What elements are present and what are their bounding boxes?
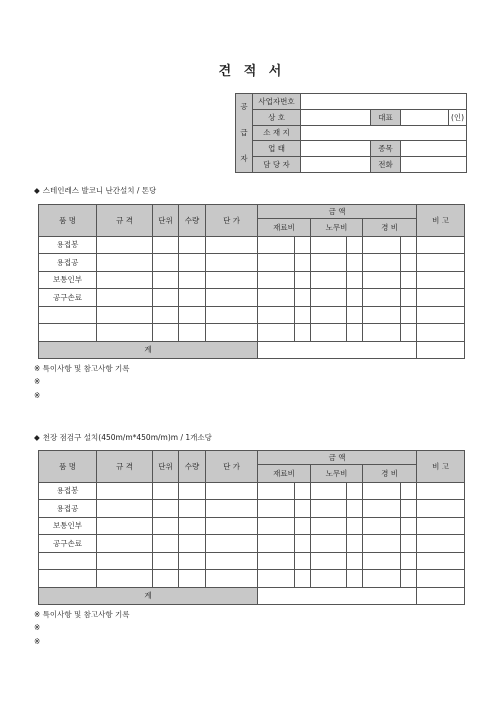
material-cell[interactable] bbox=[258, 500, 295, 518]
material-cell[interactable] bbox=[258, 552, 295, 570]
unit-cell[interactable] bbox=[153, 306, 179, 324]
labor-sub-cell[interactable] bbox=[347, 552, 363, 570]
estimate-table bbox=[38, 450, 465, 605]
header-remarks: 비 고 bbox=[417, 451, 465, 483]
unit-cell[interactable] bbox=[153, 271, 179, 289]
header-expense: 경 비 bbox=[363, 219, 417, 237]
section-title bbox=[34, 185, 156, 196]
qty-cell[interactable] bbox=[179, 500, 206, 518]
total-remarks-cell[interactable] bbox=[417, 587, 465, 605]
material-sub-cell[interactable] bbox=[295, 517, 311, 535]
labor-cell[interactable] bbox=[311, 500, 347, 518]
material-sub-cell[interactable] bbox=[295, 500, 311, 518]
material-sub-cell[interactable] bbox=[295, 482, 311, 500]
expense-cell[interactable] bbox=[363, 552, 401, 570]
price-cell[interactable] bbox=[206, 500, 258, 518]
header-expense: 경 비 bbox=[363, 465, 417, 483]
unit-cell[interactable] bbox=[153, 482, 179, 500]
labor-cell[interactable] bbox=[311, 552, 347, 570]
unit-cell[interactable] bbox=[153, 517, 179, 535]
expense-cell[interactable] bbox=[363, 306, 401, 324]
material-sub-cell[interactable] bbox=[295, 570, 311, 588]
expense-sub-cell[interactable] bbox=[401, 570, 417, 588]
material-cell[interactable] bbox=[258, 289, 295, 307]
labor-cell[interactable] bbox=[311, 306, 347, 324]
supplier-table bbox=[235, 93, 467, 173]
expense-cell[interactable] bbox=[363, 482, 401, 500]
unit-cell[interactable] bbox=[153, 324, 179, 342]
remarks-cell[interactable] bbox=[417, 552, 465, 570]
spec-cell[interactable] bbox=[97, 570, 153, 588]
item-name: 용접봉 bbox=[39, 236, 97, 254]
material-sub-cell[interactable] bbox=[295, 271, 311, 289]
qty-cell[interactable] bbox=[179, 552, 206, 570]
spec-cell[interactable] bbox=[97, 324, 153, 342]
address-field[interactable] bbox=[301, 125, 467, 141]
item-name: 용접공 bbox=[39, 254, 97, 272]
header-labor: 노무비 bbox=[311, 465, 363, 483]
expense-cell[interactable] bbox=[363, 271, 401, 289]
item-name bbox=[39, 324, 97, 342]
spec-cell[interactable] bbox=[97, 254, 153, 272]
label-business-no: 사업자번호 bbox=[253, 94, 301, 110]
note-line: ※ bbox=[34, 637, 41, 646]
material-cell[interactable] bbox=[258, 306, 295, 324]
supplier-side-char: 공 bbox=[240, 102, 248, 111]
remarks-cell[interactable] bbox=[417, 482, 465, 500]
unit-cell[interactable] bbox=[153, 552, 179, 570]
expense-sub-cell[interactable] bbox=[401, 236, 417, 254]
expense-sub-cell[interactable] bbox=[401, 552, 417, 570]
labor-cell[interactable] bbox=[311, 482, 347, 500]
diamond-icon: ◆ bbox=[34, 433, 40, 442]
table-row bbox=[39, 236, 465, 254]
table-row bbox=[39, 289, 465, 307]
expense-sub-cell[interactable] bbox=[401, 482, 417, 500]
labor-sub-cell[interactable] bbox=[347, 236, 363, 254]
table-row bbox=[39, 552, 465, 570]
material-sub-cell[interactable] bbox=[295, 236, 311, 254]
qty-cell[interactable] bbox=[179, 289, 206, 307]
label-representative: 대표 bbox=[371, 109, 401, 125]
spec-cell[interactable] bbox=[97, 535, 153, 553]
total-label: 계 bbox=[39, 341, 258, 359]
header-item: 품 명 bbox=[39, 451, 97, 483]
labor-sub-cell[interactable] bbox=[347, 482, 363, 500]
header-amount: 금 액 bbox=[258, 451, 417, 465]
price-cell[interactable] bbox=[206, 289, 258, 307]
labor-cell[interactable] bbox=[311, 324, 347, 342]
price-cell[interactable] bbox=[206, 236, 258, 254]
remarks-cell[interactable] bbox=[417, 324, 465, 342]
header-item: 품 명 bbox=[39, 205, 97, 237]
labor-sub-cell[interactable] bbox=[347, 289, 363, 307]
table-row bbox=[39, 535, 465, 553]
labor-cell[interactable] bbox=[311, 570, 347, 588]
remarks-cell[interactable] bbox=[417, 306, 465, 324]
expense-sub-cell[interactable] bbox=[401, 500, 417, 518]
table-row bbox=[39, 482, 465, 500]
labor-sub-cell[interactable] bbox=[347, 254, 363, 272]
price-cell[interactable] bbox=[206, 324, 258, 342]
item-name: 용접봉 bbox=[39, 482, 97, 500]
manager-field[interactable] bbox=[301, 157, 371, 173]
diamond-icon: ◆ bbox=[34, 186, 40, 195]
table-row bbox=[39, 500, 465, 518]
price-cell[interactable] bbox=[206, 254, 258, 272]
material-cell[interactable] bbox=[258, 570, 295, 588]
material-sub-cell[interactable] bbox=[295, 306, 311, 324]
qty-cell[interactable] bbox=[179, 306, 206, 324]
expense-sub-cell[interactable] bbox=[401, 324, 417, 342]
business-no-field[interactable] bbox=[301, 94, 467, 110]
supplier-side-char: 급 bbox=[240, 128, 248, 137]
material-sub-cell[interactable] bbox=[295, 552, 311, 570]
material-cell[interactable] bbox=[258, 254, 295, 272]
labor-sub-cell[interactable] bbox=[347, 306, 363, 324]
qty-cell[interactable] bbox=[179, 271, 206, 289]
item-name bbox=[39, 570, 97, 588]
note-line: ※ 특이사항 및 참고사항 기록 bbox=[34, 364, 130, 373]
expense-sub-cell[interactable] bbox=[401, 517, 417, 535]
labor-sub-cell[interactable] bbox=[347, 570, 363, 588]
supplier-side-label bbox=[236, 94, 253, 173]
price-cell[interactable] bbox=[206, 306, 258, 324]
labor-cell[interactable] bbox=[311, 236, 347, 254]
expense-sub-cell[interactable] bbox=[401, 271, 417, 289]
representative-field[interactable] bbox=[401, 109, 449, 125]
labor-cell[interactable] bbox=[311, 517, 347, 535]
item-name: 공구손료 bbox=[39, 535, 97, 553]
unit-cell[interactable] bbox=[153, 570, 179, 588]
item-name: 보통인부 bbox=[39, 517, 97, 535]
header-price: 단 가 bbox=[206, 451, 258, 483]
business-type-field[interactable] bbox=[301, 141, 371, 157]
material-cell[interactable] bbox=[258, 236, 295, 254]
note-line: ※ bbox=[34, 377, 41, 386]
qty-cell[interactable] bbox=[179, 236, 206, 254]
item-name: 보통인부 bbox=[39, 271, 97, 289]
remarks-cell[interactable] bbox=[417, 535, 465, 553]
remarks-cell[interactable] bbox=[417, 271, 465, 289]
header-spec: 규 격 bbox=[97, 451, 153, 483]
spec-cell[interactable] bbox=[97, 517, 153, 535]
unit-cell[interactable] bbox=[153, 254, 179, 272]
price-cell[interactable] bbox=[206, 570, 258, 588]
spec-cell[interactable] bbox=[97, 236, 153, 254]
label-manager: 담 당 자 bbox=[253, 157, 301, 173]
qty-cell[interactable] bbox=[179, 482, 206, 500]
total-amount-cell[interactable] bbox=[258, 587, 417, 605]
expense-cell[interactable] bbox=[363, 236, 401, 254]
labor-sub-cell[interactable] bbox=[347, 324, 363, 342]
expense-cell[interactable] bbox=[363, 324, 401, 342]
total-row bbox=[39, 587, 465, 605]
table-row bbox=[39, 570, 465, 588]
price-cell[interactable] bbox=[206, 517, 258, 535]
document-title: 견 적 서 bbox=[218, 64, 286, 79]
material-cell[interactable] bbox=[258, 271, 295, 289]
remarks-cell[interactable] bbox=[417, 236, 465, 254]
header-spec: 규 격 bbox=[97, 205, 153, 237]
expense-cell[interactable] bbox=[363, 500, 401, 518]
table-row bbox=[39, 306, 465, 324]
label-category: 종목 bbox=[371, 141, 401, 157]
expense-cell[interactable] bbox=[363, 535, 401, 553]
spec-cell[interactable] bbox=[97, 271, 153, 289]
header-material: 재료비 bbox=[258, 219, 311, 237]
material-cell[interactable] bbox=[258, 482, 295, 500]
spec-cell[interactable] bbox=[97, 306, 153, 324]
unit-cell[interactable] bbox=[153, 236, 179, 254]
spec-cell[interactable] bbox=[97, 289, 153, 307]
remarks-cell[interactable] bbox=[417, 289, 465, 307]
header-remarks: 비 고 bbox=[417, 205, 465, 237]
price-cell[interactable] bbox=[206, 482, 258, 500]
item-name bbox=[39, 306, 97, 324]
table-row bbox=[39, 324, 465, 342]
header-qty: 수량 bbox=[179, 205, 206, 237]
labor-cell[interactable] bbox=[311, 535, 347, 553]
price-cell[interactable] bbox=[206, 552, 258, 570]
estimate-table bbox=[38, 204, 465, 359]
remarks-cell[interactable] bbox=[417, 254, 465, 272]
section-title-text: 천장 점검구 설치(450m/m*450m/m)m / 1개소당 bbox=[42, 433, 212, 442]
total-label: 계 bbox=[39, 587, 258, 605]
table-row bbox=[39, 271, 465, 289]
label-business-type: 업 태 bbox=[253, 141, 301, 157]
spec-cell[interactable] bbox=[97, 500, 153, 518]
material-sub-cell[interactable] bbox=[295, 254, 311, 272]
note-line: ※ bbox=[34, 623, 41, 632]
expense-cell[interactable] bbox=[363, 289, 401, 307]
labor-sub-cell[interactable] bbox=[347, 271, 363, 289]
qty-cell[interactable] bbox=[179, 517, 206, 535]
material-sub-cell[interactable] bbox=[295, 535, 311, 553]
material-sub-cell[interactable] bbox=[295, 289, 311, 307]
phone-field[interactable] bbox=[401, 157, 467, 173]
header-amount: 금 액 bbox=[258, 205, 417, 219]
expense-cell[interactable] bbox=[363, 254, 401, 272]
total-amount-cell[interactable] bbox=[258, 341, 417, 359]
qty-cell[interactable] bbox=[179, 324, 206, 342]
expense-cell[interactable] bbox=[363, 517, 401, 535]
header-unit: 단위 bbox=[153, 205, 179, 237]
header-price: 단 가 bbox=[206, 205, 258, 237]
label-phone: 전화 bbox=[371, 157, 401, 173]
unit-cell[interactable] bbox=[153, 289, 179, 307]
price-cell[interactable] bbox=[206, 535, 258, 553]
total-remarks-cell[interactable] bbox=[417, 341, 465, 359]
spec-cell[interactable] bbox=[97, 552, 153, 570]
material-cell[interactable] bbox=[258, 324, 295, 342]
item-name: 용접공 bbox=[39, 500, 97, 518]
labor-sub-cell[interactable] bbox=[347, 500, 363, 518]
expense-sub-cell[interactable] bbox=[401, 254, 417, 272]
section-title-text: 스테인레스 발코니 난간설치 / 톤당 bbox=[42, 186, 157, 195]
expense-cell[interactable] bbox=[363, 570, 401, 588]
category-field[interactable] bbox=[401, 141, 467, 157]
remarks-cell[interactable] bbox=[417, 500, 465, 518]
labor-cell[interactable] bbox=[311, 289, 347, 307]
item-name: 공구손료 bbox=[39, 289, 97, 307]
table-row bbox=[39, 254, 465, 272]
material-cell[interactable] bbox=[258, 535, 295, 553]
header-unit: 단위 bbox=[153, 451, 179, 483]
section-title bbox=[34, 432, 212, 443]
labor-cell[interactable] bbox=[311, 271, 347, 289]
label-company: 상 호 bbox=[253, 109, 301, 125]
unit-cell[interactable] bbox=[153, 500, 179, 518]
spec-cell[interactable] bbox=[97, 482, 153, 500]
expense-sub-cell[interactable] bbox=[401, 289, 417, 307]
label-address: 소 재 지 bbox=[253, 125, 301, 141]
item-name bbox=[39, 552, 97, 570]
material-sub-cell[interactable] bbox=[295, 324, 311, 342]
note-line: ※ bbox=[34, 391, 41, 400]
qty-cell[interactable] bbox=[179, 570, 206, 588]
unit-cell[interactable] bbox=[153, 535, 179, 553]
labor-cell[interactable] bbox=[311, 254, 347, 272]
expense-sub-cell[interactable] bbox=[401, 306, 417, 324]
header-material: 재료비 bbox=[258, 465, 311, 483]
material-cell[interactable] bbox=[258, 517, 295, 535]
price-cell[interactable] bbox=[206, 271, 258, 289]
header-labor: 노무비 bbox=[311, 219, 363, 237]
seal-mark: (인) bbox=[449, 109, 467, 125]
total-row bbox=[39, 341, 465, 359]
qty-cell[interactable] bbox=[179, 254, 206, 272]
qty-cell[interactable] bbox=[179, 535, 206, 553]
expense-sub-cell[interactable] bbox=[401, 535, 417, 553]
remarks-cell[interactable] bbox=[417, 517, 465, 535]
remarks-cell[interactable] bbox=[417, 570, 465, 588]
table-row bbox=[39, 517, 465, 535]
labor-sub-cell[interactable] bbox=[347, 517, 363, 535]
note-line: ※ 특이사항 및 참고사항 기록 bbox=[34, 610, 130, 619]
supplier-side-char: 자 bbox=[240, 154, 248, 163]
header-qty: 수량 bbox=[179, 451, 206, 483]
labor-sub-cell[interactable] bbox=[347, 535, 363, 553]
company-field[interactable] bbox=[301, 109, 371, 125]
